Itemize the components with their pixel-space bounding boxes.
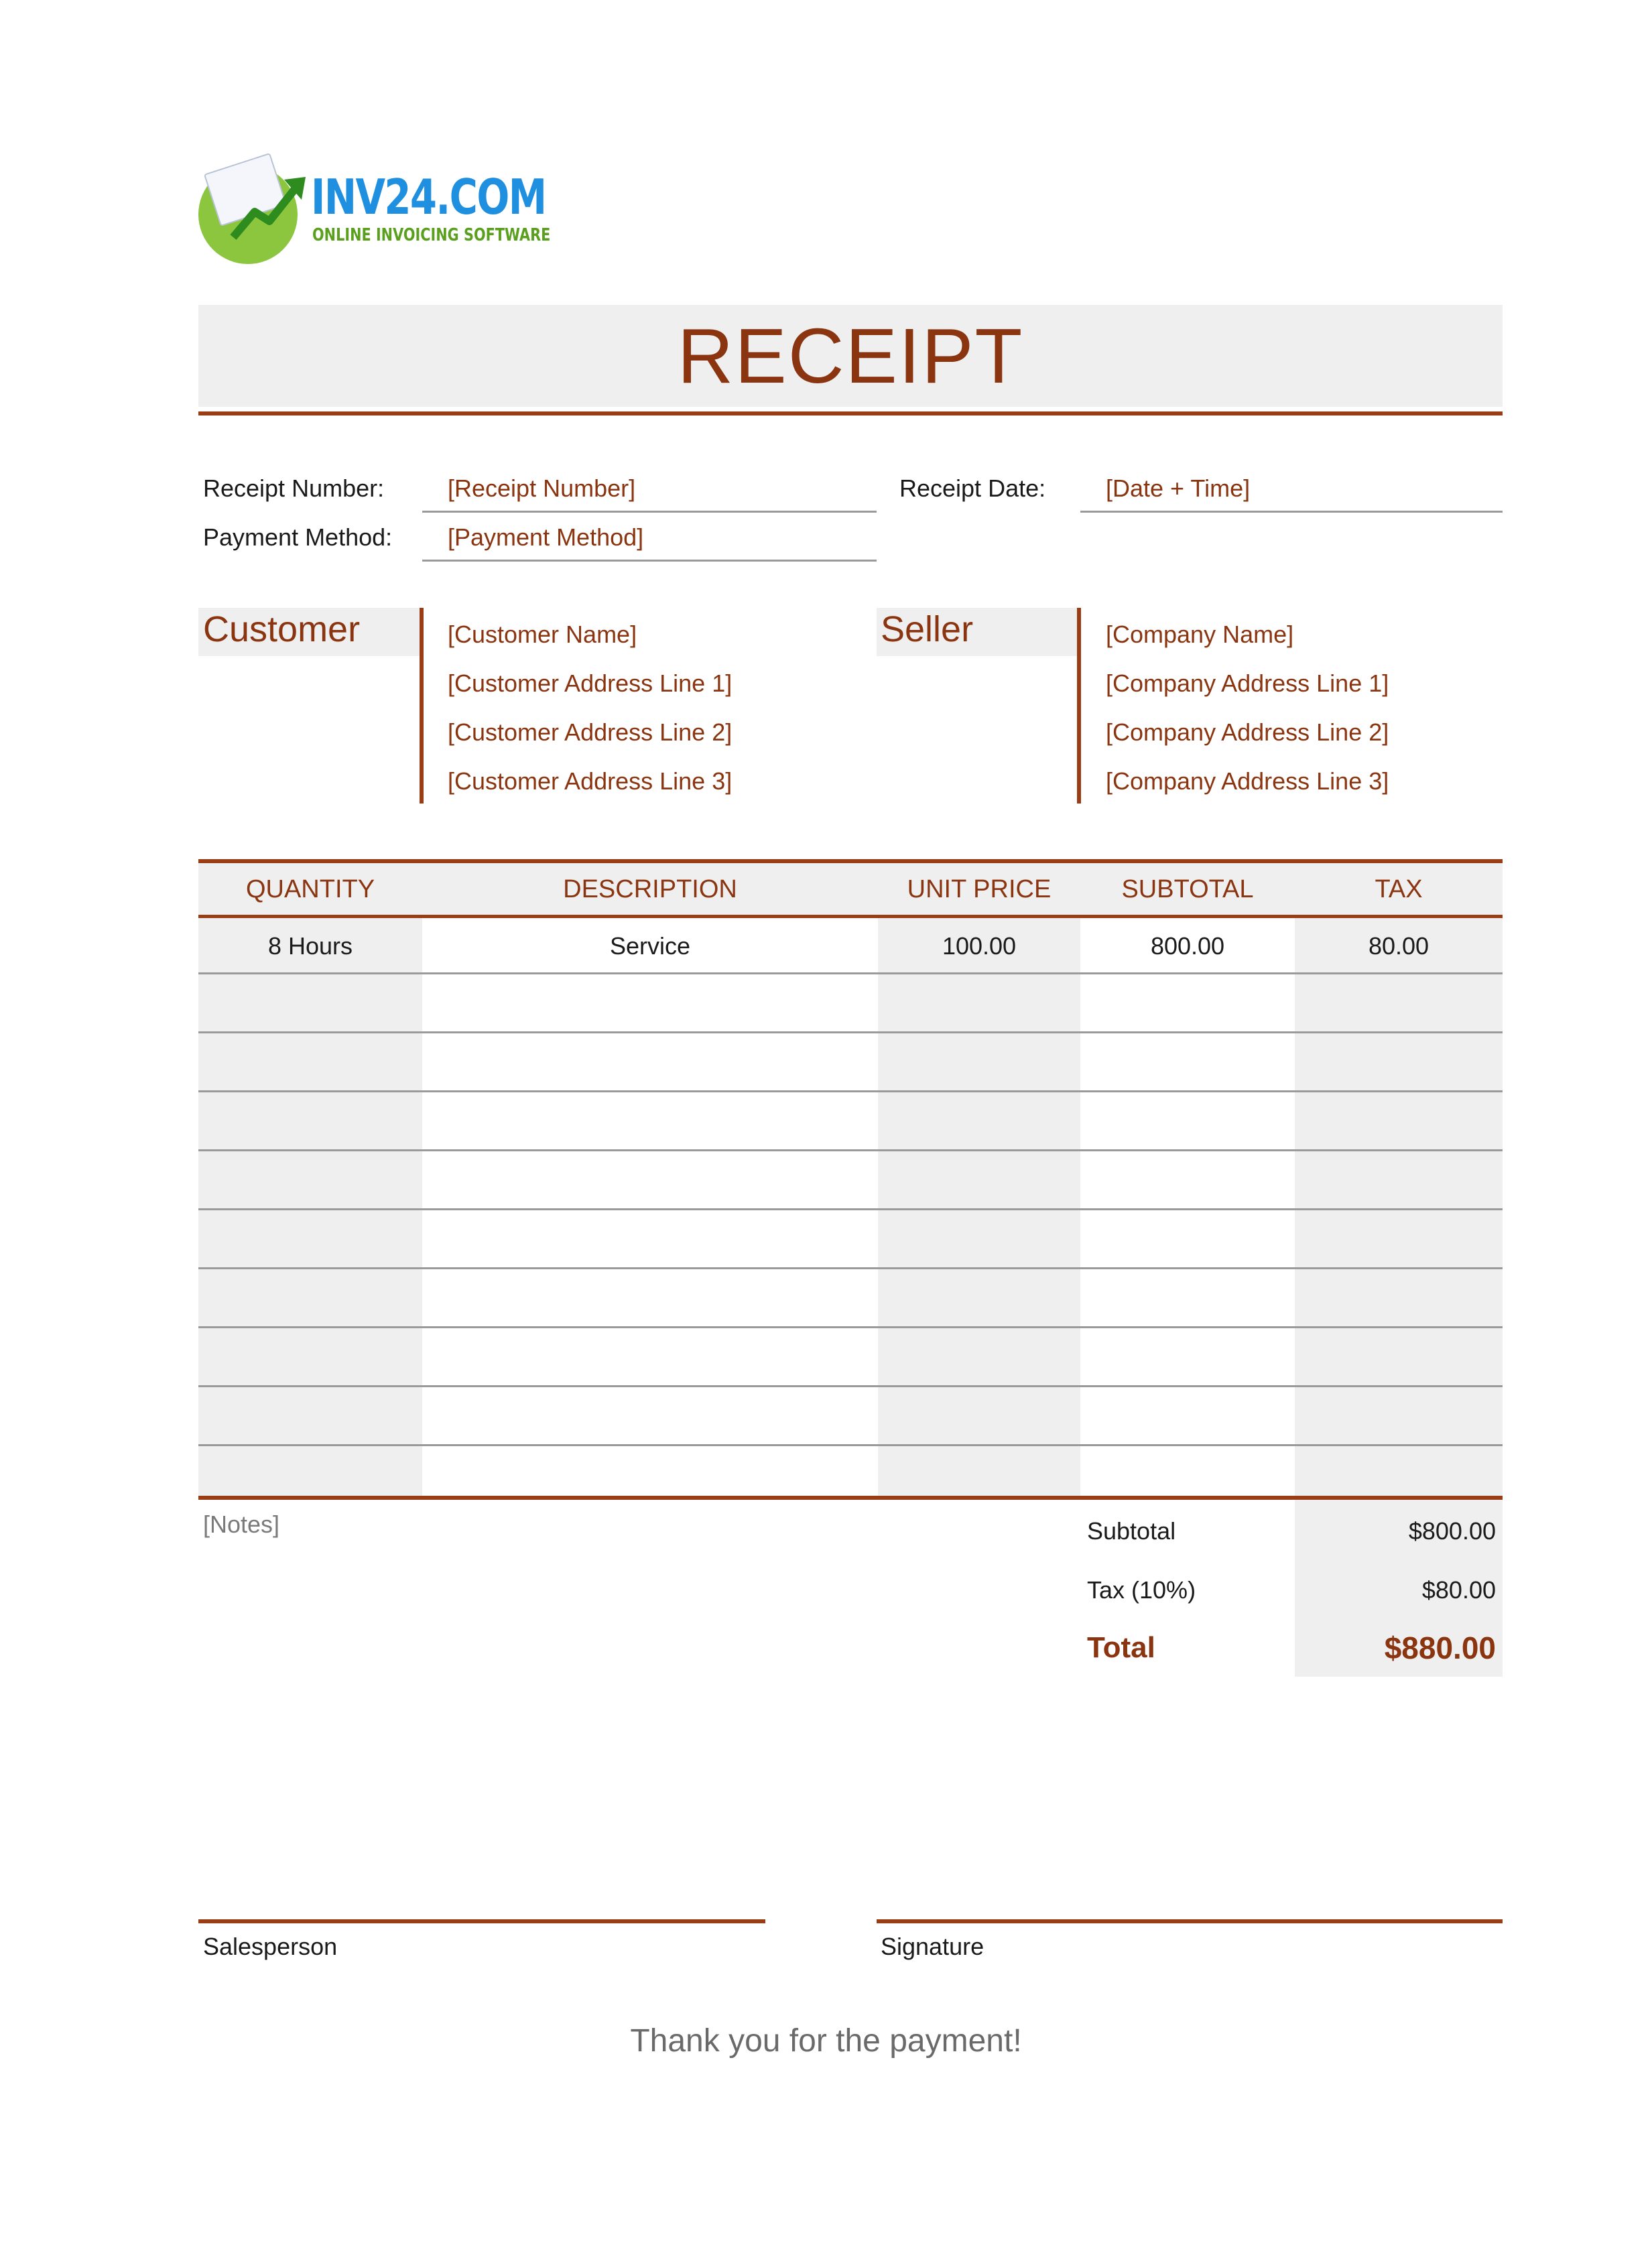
salesperson-label: Salesperson <box>203 1933 338 1960</box>
tax-label: Tax (10%) <box>1087 1576 1196 1604</box>
row-divider <box>198 1031 1503 1033</box>
header-unit-price: UNIT PRICE <box>907 875 1052 903</box>
signature-line <box>877 1919 1503 1923</box>
row-divider <box>198 1090 1503 1092</box>
logo-tagline: ONLINE INVOICING SOFTWARE <box>312 225 551 245</box>
company-address-line-1[interactable]: [Company Address Line 1] <box>1106 669 1389 697</box>
subtotal-label: Subtotal <box>1087 1517 1176 1545</box>
company-address-line-2[interactable]: [Company Address Line 2] <box>1106 718 1389 746</box>
thank-you-message: Thank you for the payment! <box>630 2023 1022 2059</box>
row-divider <box>198 1385 1503 1387</box>
total-value: $880.00 <box>1384 1630 1496 1665</box>
receipt-number-label: Receipt Number: <box>203 474 385 502</box>
receipt-date-field[interactable]: [Date + Time] <box>1106 474 1251 502</box>
customer-heading: Customer <box>203 609 361 649</box>
receipt-date-label: Receipt Date: <box>899 474 1046 502</box>
unit-price-column-shade <box>878 915 1080 1496</box>
row-divider <box>198 1444 1503 1446</box>
quantity-column-shade <box>198 915 422 1496</box>
cell-description[interactable]: Service <box>609 932 691 960</box>
customer-address-line-2[interactable]: [Customer Address Line 2] <box>448 718 733 746</box>
signature-label: Signature <box>881 1933 984 1960</box>
tax-value: $80.00 <box>1421 1576 1496 1604</box>
customer-name[interactable]: [Customer Name] <box>448 621 637 648</box>
payment-method-label: Payment Method: <box>203 523 393 551</box>
row-divider <box>198 972 1503 974</box>
page-title: RECEIPT <box>677 312 1024 399</box>
row-divider <box>198 1267 1503 1269</box>
cell-unit-price[interactable]: 100.00 <box>942 932 1017 960</box>
salesperson-line <box>198 1919 765 1923</box>
receipt-number-field[interactable]: [Receipt Number] <box>448 474 636 502</box>
customer-divider <box>420 608 424 804</box>
subtotal-value: $800.00 <box>1408 1517 1496 1545</box>
company-name[interactable]: [Company Name] <box>1106 621 1294 648</box>
seller-heading: Seller <box>881 609 974 649</box>
row-divider <box>198 1149 1503 1151</box>
header-tax: TAX <box>1375 875 1423 903</box>
logo-name: INV24.COM <box>311 169 546 225</box>
row-divider <box>198 1326 1503 1328</box>
notes-field[interactable]: [Notes] <box>203 1511 280 1538</box>
header-subtotal: SUBTOTAL <box>1121 875 1254 903</box>
company-address-line-3[interactable]: [Company Address Line 3] <box>1106 767 1389 795</box>
title-divider <box>198 411 1503 415</box>
total-label: Total <box>1087 1631 1155 1664</box>
receipt-date-underline <box>1080 511 1503 513</box>
header-quantity: QUANTITY <box>245 875 375 903</box>
row-divider <box>198 1208 1503 1210</box>
customer-address-line-1[interactable]: [Customer Address Line 1] <box>448 669 733 697</box>
company-logo <box>198 157 551 257</box>
cell-subtotal[interactable]: 800.00 <box>1150 932 1225 960</box>
header-description: DESCRIPTION <box>563 875 737 903</box>
receipt-number-underline <box>422 511 877 513</box>
seller-divider <box>1077 608 1081 804</box>
cell-tax[interactable]: 80.00 <box>1368 932 1429 960</box>
logo-growth-arrow-icon <box>228 170 308 244</box>
customer-address-line-3[interactable]: [Customer Address Line 3] <box>448 767 733 795</box>
cell-quantity[interactable]: 8 Hours <box>267 932 353 960</box>
payment-method-field[interactable]: [Payment Method] <box>448 523 644 551</box>
tax-column-shade <box>1295 915 1503 1496</box>
payment-method-underline <box>422 560 877 562</box>
